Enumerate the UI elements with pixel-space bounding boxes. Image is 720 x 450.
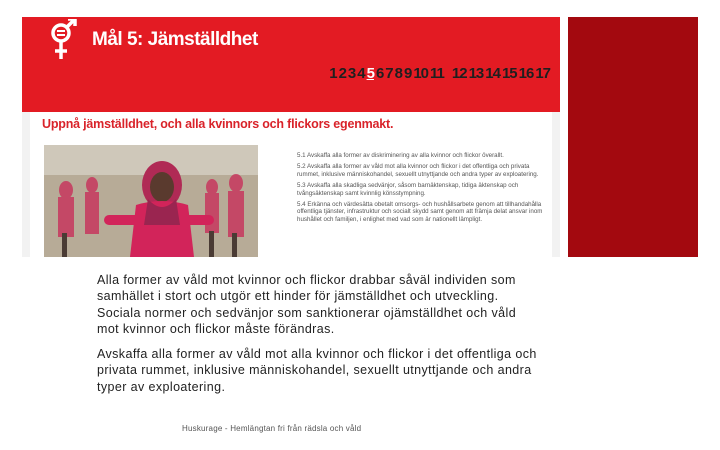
goal-targets-list bbox=[297, 152, 549, 227]
target-item: 5.4 Erkänna och värdesätta obetalt omsorgs- och hushållsarbete genom att tillhandahålla offentliga tjänster, infrastruktur och socialt skydd samt genom att främja delat ansvar inom hushållet och familjen, i enlighet med vad som är nationellt lämpligt. bbox=[297, 201, 543, 223]
goal-number: 6 bbox=[375, 65, 384, 82]
goal-number: 2 bbox=[338, 65, 346, 82]
goal-banner bbox=[22, 17, 560, 112]
girls-photo bbox=[44, 145, 258, 257]
goal-number: 1 bbox=[329, 65, 337, 82]
goal-number-current: 5 bbox=[366, 65, 374, 82]
target-item: 5.3 Avskaffa alla skadliga sedvänjor, såsom barnäktenskap, tidiga äktenskap och tvångsäktenskap samt kvinnlig könsstympning. bbox=[297, 182, 519, 197]
goal-subtitle: Uppnå jämställdhet, och alla kvinnors och flickors egenmakt. bbox=[42, 117, 394, 131]
body-paragraph: Avskaffa alla former av våld mot alla kvinnor och flickor i det offentliga och privata rummet, inklusive människohandel, sexuellt utnyttjande och andra typer av exploatering. bbox=[97, 347, 537, 394]
goal-number: 10 bbox=[413, 65, 429, 82]
goal-number: 8 bbox=[394, 65, 402, 82]
goal-number: 11 bbox=[430, 65, 444, 82]
goal-number: 12 bbox=[451, 65, 467, 82]
goal-content-panel bbox=[30, 112, 552, 257]
target-item: 5.2 Avskaffa alla former av våld mot alla kvinnor och flickor i det offentliga och privata rummet, inklusive människohandel, sexuellt utnyttjande och andra typer av exploatering. bbox=[297, 163, 539, 178]
goal-number: 14 bbox=[485, 65, 500, 82]
goal-5-infographic bbox=[22, 17, 560, 257]
goal-number: 15 bbox=[501, 65, 517, 82]
goal-number: 17 bbox=[535, 65, 550, 82]
goal-number: 13 bbox=[468, 65, 484, 82]
goal-number: 3 bbox=[347, 65, 356, 82]
footer-text: Huskurage - Hemlängtan fri från rädsla och våld bbox=[182, 424, 362, 433]
goal-number: 16 bbox=[518, 65, 534, 82]
body-paragraph: Alla former av våld mot kvinnor och flickor drabbar såväl individen som samhället i stort och utgör ett hinder för jämställdhet och utveckling. Sociala normer och sedvänjor som sanktionerar ojämställdhet och våld mot kvinnor och flickor måste förändras. bbox=[97, 273, 517, 336]
decorative-side-block bbox=[568, 17, 698, 257]
body-text bbox=[97, 272, 537, 404]
goal-number: 9 bbox=[403, 65, 412, 82]
target-item: 5.1 Avskaffa alla former av diskriminering av alla kvinnor och flickor överallt. bbox=[297, 152, 504, 159]
goal-number-strip bbox=[329, 65, 550, 82]
goal-title: Mål 5: Jämställdhet bbox=[92, 29, 258, 50]
goal-number: 4 bbox=[357, 65, 365, 82]
goal-number: 7 bbox=[385, 65, 393, 82]
gender-equality-icon bbox=[46, 19, 80, 63]
